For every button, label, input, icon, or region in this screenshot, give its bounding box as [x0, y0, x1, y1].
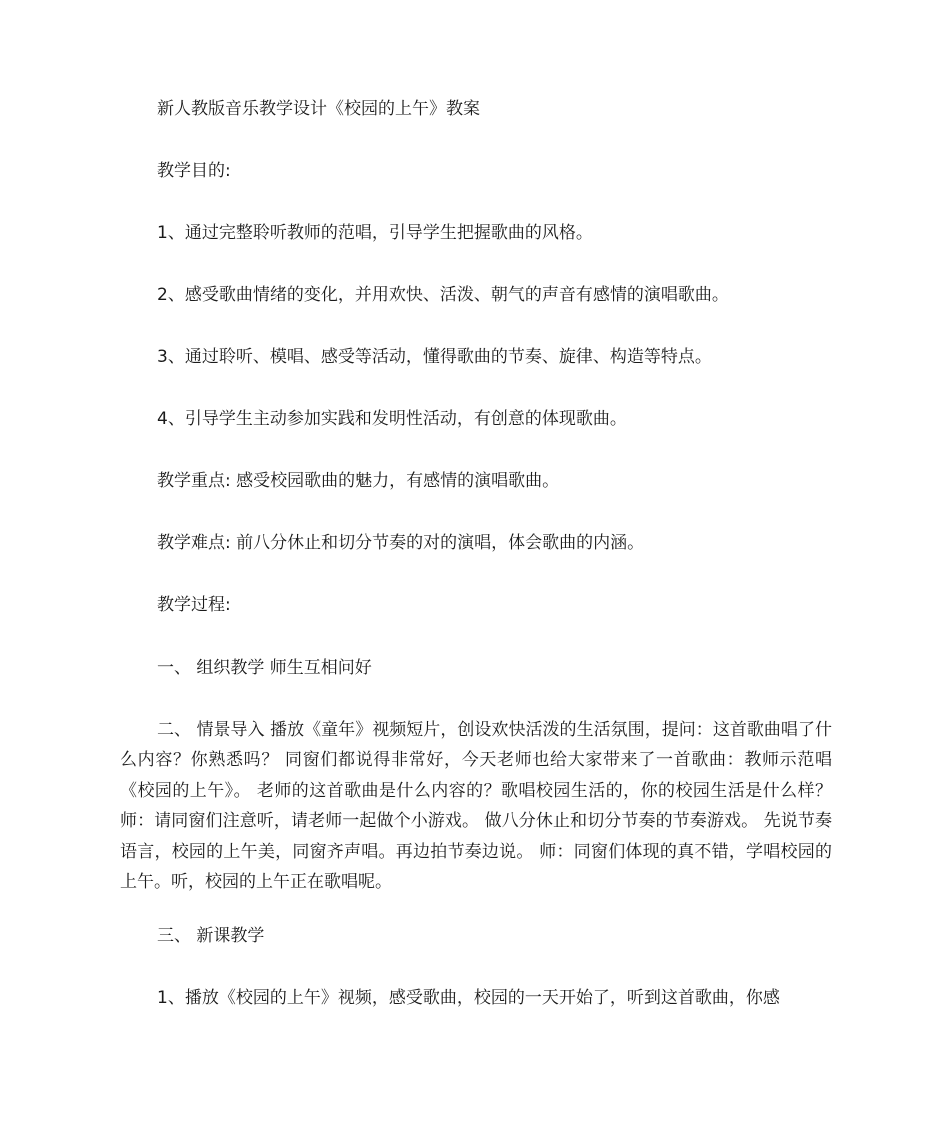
key-point: 教学重点: 感受校园歌曲的魅力，有感情的演唱歌曲。	[157, 471, 560, 491]
objective-item-1: 1、通过完整聆听教师的范唱，引导学生把握歌曲的风格。	[157, 223, 593, 243]
step-1: 一、 组织教学 师生互相问好	[157, 658, 372, 678]
step-2-paragraph: 二、 情景导入 播放《童年》视频短片，创设欢快活泼的生活氛围，提问：这首歌曲唱了什么内容？你熟悉吗？ 同窗们都说得非常好，今天老师也给大家带来了一首歌曲：教师示范唱《校园的上午》。 老师的这首歌曲是什么内容的？歌唱校园生活的，你的校园生活是什么样？ 师：请同窗们注意听，请老师一起做个小游戏。 做八分休止和切分节奏的节奏游戏。 先说节奏语言，校园的上午美，同窗齐声唱。再边拍节奏边说。 师：同窗们体现的真不错，学唱校园的上午。听，校园的上午正在歌唱呢。	[120, 720, 832, 893]
objective-item-3: 3、通过聆听、模唱、感受等活动，懂得歌曲的节奏、旋律、构造等特点。	[157, 347, 712, 367]
document-title: 新人教版音乐教学设计《校园的上午》教案	[157, 99, 480, 119]
step-3: 三、 新课教学	[157, 926, 265, 946]
process-heading: 教学过程:	[157, 595, 231, 615]
difficulty: 教学难点: 前八分休止和切分节奏的对的演唱，体会歌曲的内涵。	[157, 533, 645, 553]
objective-item-2: 2、感受歌曲情绪的变化，并用欢快、活泼、朝气的声音有感情的演唱歌曲。	[157, 285, 729, 305]
objectives-heading: 教学目的:	[157, 161, 231, 181]
objective-item-4: 4、引导学生主动参加实践和发明性活动，有创意的体现歌曲。	[157, 409, 627, 429]
step-3-item-1: 1、播放《校园的上午》视频，感受歌曲，校园的一天开始了，听到这首歌曲，你感	[157, 988, 780, 1008]
